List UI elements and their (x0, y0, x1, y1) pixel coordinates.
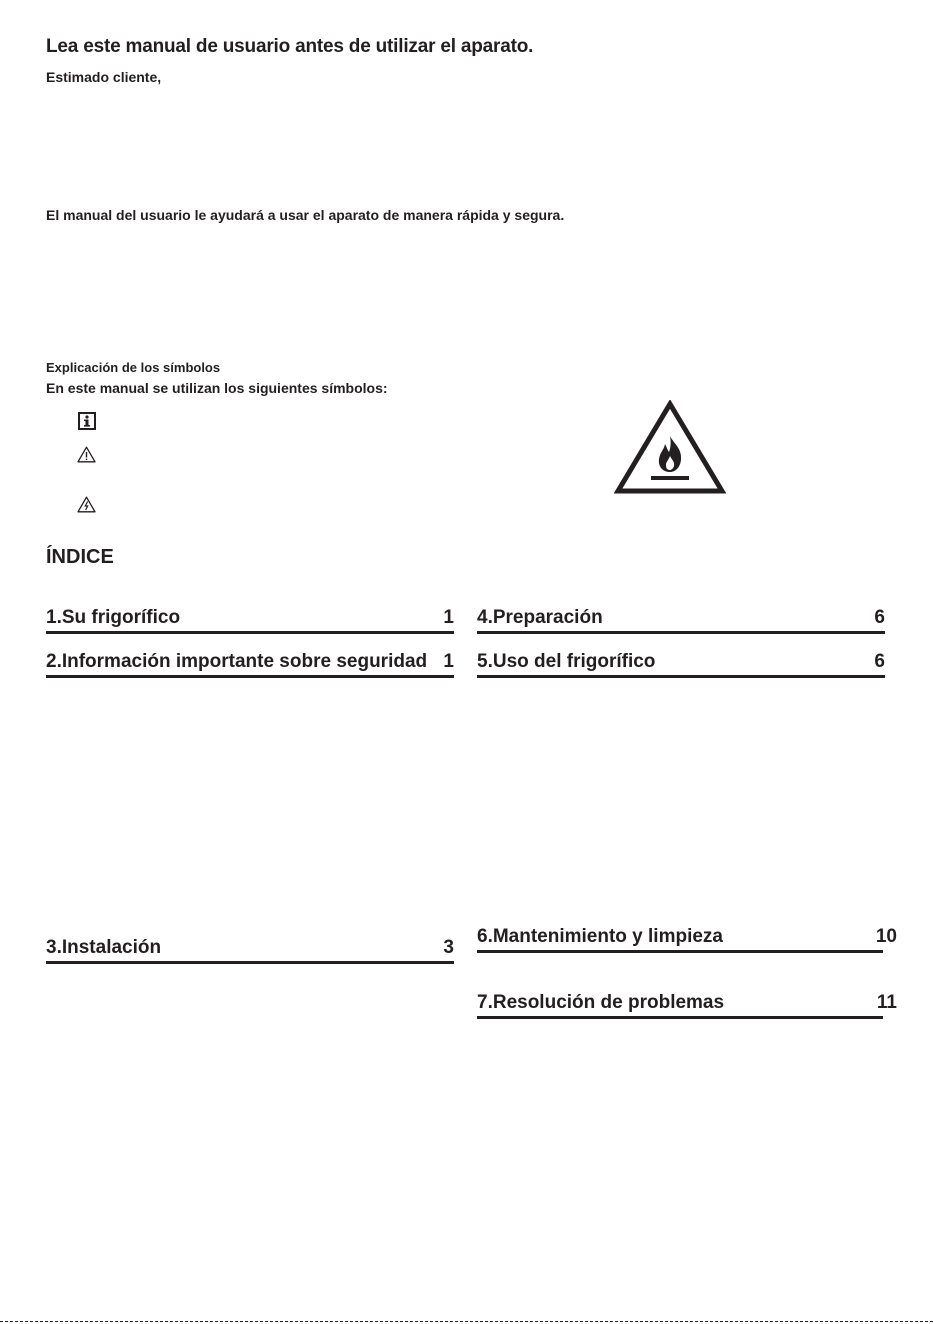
toc-entry-label: 4.Preparación (477, 607, 603, 628)
toc-entry-page: 1 (443, 651, 454, 672)
toc-entry-2[interactable] (46, 647, 454, 678)
toc-entry-5[interactable] (477, 647, 885, 678)
info-icon (78, 412, 96, 430)
toc-entry-page: 3 (443, 937, 454, 958)
symbols-heading: Explicación de los símbolos (46, 360, 221, 375)
toc-entry-3[interactable] (46, 933, 454, 964)
electric-warning-icon (77, 496, 96, 513)
warning-icon (77, 446, 96, 463)
toc-entry-label: 2.Información importante sobre seguridad (46, 651, 428, 672)
manual-help-text: El manual del usuario le ayudará a usar el aparato de manera rápida y segura. (46, 207, 565, 223)
toc-entry-4[interactable] (477, 603, 885, 634)
symbols-intro: En este manual se utilizan los siguientes símbolos: (46, 380, 388, 396)
toc-entry-6[interactable] (477, 922, 897, 953)
toc-entry-label: 5.Uso del frigorífico (477, 651, 656, 672)
toc-entry-label: 6.Mantenimiento y limpieza (477, 926, 723, 947)
toc-entry-page: 6 (874, 651, 885, 672)
page-bottom-divider (0, 1321, 933, 1322)
page-title: Lea este manual de usuario antes de utilizar el aparato. (46, 36, 534, 57)
toc-entry-page: 6 (874, 607, 885, 628)
toc-entry-label: 7.Resolución de problemas (477, 992, 725, 1013)
toc-entry-page: 11 (876, 992, 897, 1013)
toc-entry-label: 1.Su frigorífico (46, 607, 181, 628)
toc-entry-label: 3.Instalación (46, 937, 162, 958)
greeting: Estimado cliente, (46, 69, 162, 85)
toc-entry-1[interactable] (46, 603, 454, 634)
toc-entry-page: 1 (443, 607, 454, 628)
toc-entry-7[interactable] (477, 988, 897, 1019)
toc-title: ÍNDICE (46, 546, 114, 568)
flammable-warning-icon (614, 400, 726, 495)
toc-entry-page: 10 (875, 926, 897, 947)
